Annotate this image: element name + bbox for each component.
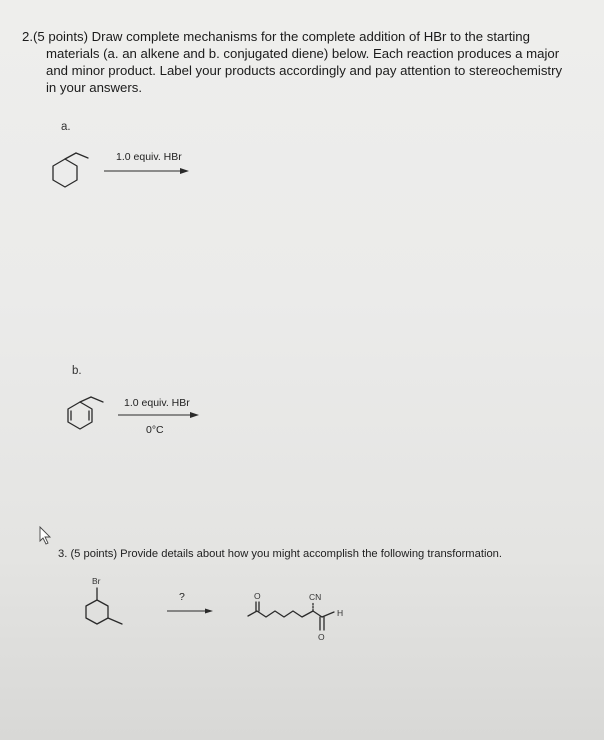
br-label: Br	[92, 576, 101, 586]
question-2-text-line-4: in your answers.	[46, 80, 143, 95]
part-a-reagent: 1.0 equiv. HBr	[116, 151, 182, 163]
question-2-text-line-3: and minor product. Label your products accordingly and pay attention to stereochemistry	[46, 63, 563, 78]
product-oxygen-label-2: O	[318, 632, 325, 642]
part-a-label: a.	[61, 121, 71, 133]
question-2-text-line-1: Draw complete mechanisms for the complete addition of HBr to the starting	[91, 29, 530, 44]
question-3-reagent: ?	[179, 591, 185, 603]
question-2-points: (5 points)	[33, 29, 88, 44]
question-3-text: 3. (5 points) Provide details about how you might accomplish the following transformation.	[58, 548, 502, 560]
part-b-reagent: 1.0 equiv. HBr	[124, 397, 190, 409]
part-b-condition: 0°C	[146, 424, 164, 436]
product-skeleton	[248, 602, 334, 630]
question-2-number: 2.	[22, 29, 33, 44]
product-h-label: H	[337, 608, 344, 618]
product-oxygen-label: O	[254, 591, 261, 601]
question-2-text-line-2: materials (a. an alkene and b. conjugated diene) below. Each reaction produces a major	[46, 46, 560, 61]
product-cn-label: CN	[309, 592, 322, 602]
part-b-label: b.	[72, 365, 82, 377]
